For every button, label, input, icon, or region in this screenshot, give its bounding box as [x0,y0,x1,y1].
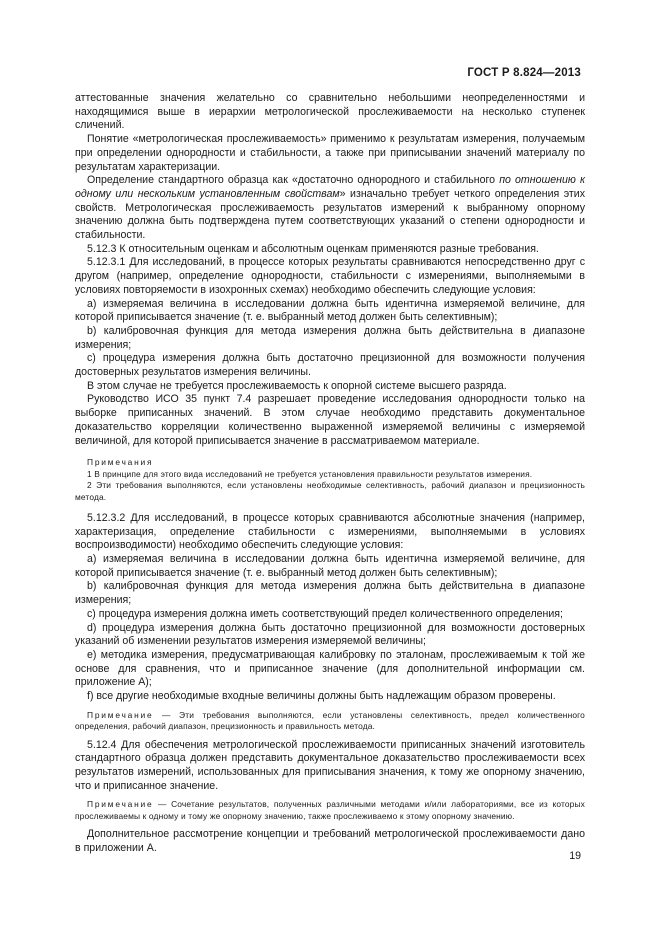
emphasis-text: по отношению к одному или нескольким установленным свойствам [75,174,585,200]
list-item-a: а) измеряемая величина в исследовании должна быть идентична измеряемой величине, для которой приписывается значение (т. е. выбранный метод должен быть селективным); [75,553,585,579]
note-text: — Эти требования выполняются, если установлены селективность, предел количественного определения, рабочий диапазон, прецизионность и правильность метода. [75,709,585,732]
paragraph-no-traceability: В этом случае не требуется прослеживаемость к опорной системе высшего разряда. [87,379,507,392]
text-run: » изначально требует четкого определения этих свойств. Метрологическая прослеживаемость результатов измерений к выбранному опорному значению должна быть подтверждена путем соответствующих указаний о степени однородности и стабильности. [75,187,585,242]
paragraph-reference-material-definition [75,174,585,243]
list-item-c: c) процедура измерения должна быть достаточно прецизионной для возможности получения достоверных результатов измерения величины. [75,352,585,379]
list-item-b: b) калибровочная функция для метода измерения должна быть действительна в диапазоне измерения; [75,580,585,607]
page-number: 19 [569,850,581,862]
clause-5-12-3: 5.12.3 К относительным оценкам и абсолютным оценкам применяются разные требования. [87,242,539,255]
list-item-f: f) все другие необходимые входные величины должны быть надлежащим образом проверены. [87,690,556,703]
text-run: Определение стандартного образца как «достаточно однородного и стабильного [87,174,500,187]
list-item-c: c) процедура измерения должна иметь соответствующий предел количественного определения; [87,607,563,620]
clause-5-12-4: 5.12.4 Для обеспечения метрологической прослеживаемости приписанных значений изготовитель стандартного образца должен представить документальное доказательство прослеживаемости всех результатов измерений, использованных для приписывания значения, к тому же опорному значению, что и приписанное значение. [75,738,585,792]
list-item-d: d) процедура измерения должна быть достаточно прецизионной для возможности достоверных указаний об изменении результатов измерения измеряемой величины; [75,621,585,648]
notes-title: Примечания [87,457,154,468]
list-item-a: а) измеряемая величина в исследовании должна быть идентична измеряемой величине, для которой приписывается значение (т. е. выбранный метод должен быть селективным); [75,297,585,324]
note-label: Примечание [87,799,154,810]
list-item-e: e) методика измерения, предусматривающая калибровку по эталонам, прослеживаемым к той же основе для сравнения, что и приписанное значение (для дополнительной информации см. приложение А); [75,648,585,689]
note-1: 1 В принципе для этого вида исследований не требуется установления правильности результатов измерения. [87,468,533,479]
note-text: — Сочетание результатов, полученных различными методами и/или лабораториями, все из которых прослеживаемы к одному и тому же опорному значению, также прослеживаемо к этому опорному значению. [75,799,585,821]
clause-5-12-3-2: 5.12.3.2 Для исследований, в процессе которых сравниваются абсолютные значения (например, характеризация, определение стабильности с измерениями, выполняемыми в условиях воспроизводимости) необходимо обеспечить следующие условия: [75,511,585,552]
note-label: Примечание [87,709,154,720]
clause-5-12-3-1: 5.12.3.1 Для исследований, в процессе которых результаты сравниваются непосредственно друг с другом (например, определение однородности, стабильности с измерениями, выполняемыми в условиях повторяемости в изохронных схемах) необходимо обеспечить следующие условия: [75,256,585,296]
standard-code-header: ГОСТ Р 8.824—2013 [467,67,581,79]
paragraph-iso-guide: Руководство ИСО 35 пункт 7.4 разрешает проведение исследования однородности только на выборке приписанных значений. В этом случае необходимо представить документальное доказательство корреляции количественно выраженной измеряемой величины с измеряемой величиной, для которой приписывается значение в рассматриваемом материале. [75,393,585,447]
paragraph-annex-reference: Дополнительное рассмотрение концепции и требований метрологической прослеживаемости дано в приложении А. [75,828,585,854]
paragraph-continuation: аттестованные значения желательно со сравнительно небольшими неопределенностями и находящимися выше в иерархии метрологической прослеживаемости на несколько ступенек сличений. [75,92,585,132]
note-combination [75,799,585,822]
list-item-b: b) калибровочная функция для метода измерения должна быть действительна в диапазоне измерения; [75,324,585,351]
page-body [75,92,585,856]
paragraph-traceability-concept: Понятие «метрологическая прослеживаемость» применимо к результатам измерения, получаемым при определении однородности и стабильности, а также при приписывании значений материалу по результатам характеризации. [75,133,585,173]
note-2: 2 Эти требования выполняются, если установлены необходимые селективность, рабочий диапазон и прецизионность метода. [75,480,585,502]
note-requirements [75,710,585,733]
